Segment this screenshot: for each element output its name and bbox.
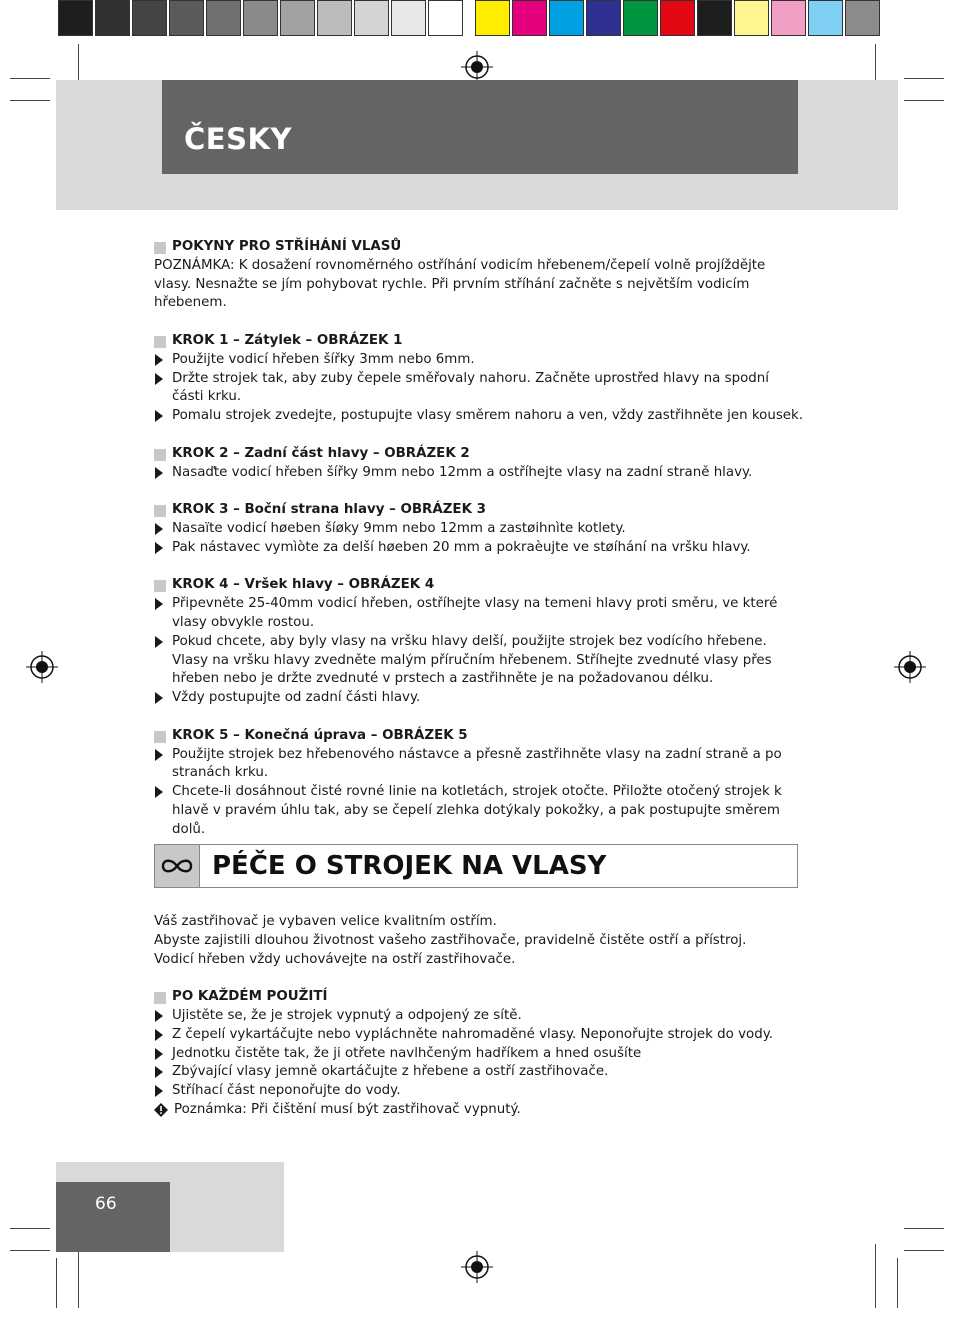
color-swatch	[808, 0, 843, 36]
page-title: ČESKY	[184, 122, 292, 156]
color-swatch	[697, 0, 732, 36]
page-number-box	[56, 1182, 170, 1252]
list-item	[154, 464, 804, 483]
care-section-title: PÉČE O STROJEK NA VLASY	[212, 851, 607, 881]
bullet-arrow-icon	[155, 1048, 163, 1060]
paragraph: POZNÁMKA: K dosažení rovnoměrného ostříhání vodicím hřebenem/čepelí volně projíždějte vlasy. Nesnažte se jím pohybovat rychle. Při prvním stříhání začněte s největším vodicím hřebenem.	[154, 257, 766, 311]
section-heading: PO KAŽDÉM POUŽITÍ	[154, 988, 804, 1007]
registration-mark-icon	[461, 51, 493, 83]
bullet-arrow-icon	[155, 786, 163, 798]
bullet-arrow-icon	[155, 1066, 163, 1078]
color-swatch	[734, 0, 769, 36]
list-item-text: Chcete-li dosáhnout čisté rovné linie na kotletách, strojek otočte. Přiložte otočený strojek k hlavě v pravém úhlu tak, aby se čepelí zlehka dotýkaly pokožky, a pak postupujte směrem dolů.	[172, 784, 782, 837]
color-swatch	[169, 0, 204, 36]
bullet-arrow-icon	[155, 749, 163, 761]
list-item	[154, 351, 804, 370]
color-swatch	[58, 0, 93, 36]
list-item	[154, 1063, 804, 1082]
bullet-arrow-icon	[155, 1010, 163, 1022]
bullet-arrow-icon	[155, 373, 163, 385]
list-item-text: Jednotku čistěte tak, že ji otřete navlhčeným hadříkem a hned osušíte	[172, 1045, 642, 1061]
list-item-text: Držte strojek tak, aby zuby čepele směřovaly nahoru. Začněte uprostřed hlavy na spodní části krku.	[172, 370, 770, 405]
color-swatch	[95, 0, 130, 36]
list-item-text: Pak nástavec vymìòte za delší høeben 20 mm a pokraèujte ve støíhání na vršku hlavy.	[172, 539, 751, 555]
paragraph: Vodicí hřeben vždy uchovávejte na ostří zastřihovače.	[154, 951, 516, 967]
list-item-text: Použijte strojek bez hřebenového nástavce a přesně zastřihněte vlasy na zadní straně a po stranách krku.	[172, 746, 782, 781]
spacer	[154, 313, 804, 332]
list-item	[154, 746, 804, 784]
list-item	[154, 595, 804, 633]
list-item	[154, 1007, 804, 1026]
color-swatch	[391, 0, 426, 36]
crop-mark	[10, 100, 50, 101]
bullet-arrow-icon	[155, 410, 163, 422]
list-item-text: Připevněte 25-40mm vodicí hřeben, ostříhejte vlasy na temeni hlavy proti směru, ve které vlasy obvykle rostou.	[172, 596, 778, 630]
color-swatch	[549, 0, 584, 36]
crop-mark	[56, 1258, 57, 1308]
color-swatch	[512, 0, 547, 36]
paragraph: Váš zastřihovač je vybaven velice kvalitním ostřím.	[154, 914, 497, 929]
note-item	[154, 1101, 804, 1120]
list-item-text: Pomalu strojek zvedejte, postupujte vlasy směrem nahoru a ven, vždy zastřihněte jen kousek.	[172, 408, 804, 424]
registration-mark-icon	[26, 651, 58, 683]
registration-mark-icon	[461, 1251, 493, 1283]
care-content	[154, 913, 804, 1120]
section-heading: KROK 2 – Zadní část hlavy – OBRÁZEK 2	[154, 445, 804, 464]
color-swatch	[280, 0, 315, 36]
color-swatch	[771, 0, 806, 36]
color-swatch	[428, 0, 463, 36]
list-item-text: Nasaďte vodicí hřeben šířky 9mm nebo 12mm a ostříhejte vlasy na zadní straně hlavy.	[172, 464, 753, 480]
list-item-text: Zbývající vlasy jemně okartáčujte z hřebene a ostří zastřihovače.	[172, 1064, 609, 1080]
care-section-header	[154, 844, 798, 888]
color-swatch	[243, 0, 278, 36]
spacer	[154, 969, 804, 988]
list-item-text: Z čepelí vykartáčujte nebo vypláchněte nahromaděné vlasy. Neponořujte strojek do vody.	[172, 1026, 774, 1042]
list-item	[154, 370, 804, 408]
section-heading: POKYNY PRO STŘÍHÁNÍ VLASŮ	[154, 238, 804, 257]
section-heading: KROK 1 – Zátylek – OBRÁZEK 1	[154, 332, 804, 351]
registration-mark-icon	[894, 651, 926, 683]
list-item	[154, 1026, 804, 1045]
bullet-arrow-icon	[155, 598, 163, 610]
list-item-text: Vždy postupujte od zadní části hlavy.	[172, 690, 421, 706]
list-item	[154, 689, 804, 708]
list-item-text: Pokud chcete, aby byly vlasy na vršku hlavy delší, použijte strojek bez vodícího hřebene. Vlasy na vršku hlavy zvedněte malým příručním hřebenem. Stříhejte zvednuté vlasy přes hřeben nebo je držte zvednuté v prstech a zastřihněte je na požadovanou délku.	[172, 633, 772, 687]
warning-icon	[154, 1103, 168, 1117]
color-swatch	[586, 0, 621, 36]
bullet-arrow-icon	[155, 692, 163, 704]
list-item	[154, 520, 804, 539]
bullet-arrow-icon	[155, 636, 163, 648]
list-item	[154, 783, 804, 839]
crop-mark	[875, 1244, 876, 1308]
color-swatch	[660, 0, 695, 36]
crop-mark	[10, 1250, 50, 1251]
bullet-arrow-icon	[155, 523, 163, 535]
bullet-arrow-icon	[155, 542, 163, 554]
section-heading: KROK 5 – Konečná úprava – OBRÁZEK 5	[154, 727, 804, 746]
list-item	[154, 1082, 804, 1101]
spacer	[154, 708, 804, 727]
infinity-icon	[155, 845, 200, 887]
color-swatch	[475, 0, 510, 36]
crop-mark	[78, 1244, 79, 1308]
spacer	[154, 426, 804, 445]
note-text: Poznámka: Při čištění musí být zastřihovač vypnutý.	[174, 1101, 521, 1117]
list-item	[154, 633, 804, 689]
list-item-text: Nasaïte vodicí høeben šíøky 9mm nebo 12mm a zastøihnìte kotlety.	[172, 520, 626, 536]
color-swatch	[132, 0, 167, 36]
list-item-text: Použijte vodicí hřeben šířky 3mm nebo 6mm.	[172, 351, 475, 367]
list-item	[154, 1045, 804, 1064]
color-swatch	[354, 0, 389, 36]
crop-mark	[904, 1250, 944, 1251]
bullet-arrow-icon	[155, 354, 163, 366]
section-heading: KROK 4 – Vršek hlavy – OBRÁZEK 4	[154, 576, 804, 595]
spacer	[154, 482, 804, 501]
color-swatch	[623, 0, 658, 36]
color-swatch	[206, 0, 241, 36]
crop-mark	[897, 1258, 898, 1308]
list-item	[154, 539, 804, 558]
paragraph: Abyste zajistili dlouhou životnost vašeho zastřihovače, pravidelně čistěte ostří a přístroj.	[154, 932, 747, 948]
crop-mark	[10, 78, 50, 79]
instructions-content	[154, 238, 804, 840]
page-number: 66	[95, 1194, 117, 1214]
bullet-arrow-icon	[155, 1085, 163, 1097]
spacer	[154, 558, 804, 577]
list-item	[154, 407, 804, 426]
color-swatch	[317, 0, 352, 36]
color-calibration-bar	[58, 0, 882, 38]
crop-mark	[10, 1228, 50, 1229]
crop-mark	[904, 78, 944, 79]
list-item-text: Stříhací část neponořujte do vody.	[172, 1083, 401, 1099]
crop-mark	[904, 100, 944, 101]
crop-mark	[904, 1228, 944, 1229]
bullet-arrow-icon	[155, 467, 163, 479]
list-item-text: Ujistěte se, že je strojek vypnutý a odpojený ze sítě.	[172, 1007, 522, 1023]
color-swatch	[845, 0, 880, 36]
section-heading: KROK 3 – Boční strana hlavy – OBRÁZEK 3	[154, 501, 804, 520]
bullet-arrow-icon	[155, 1029, 163, 1041]
